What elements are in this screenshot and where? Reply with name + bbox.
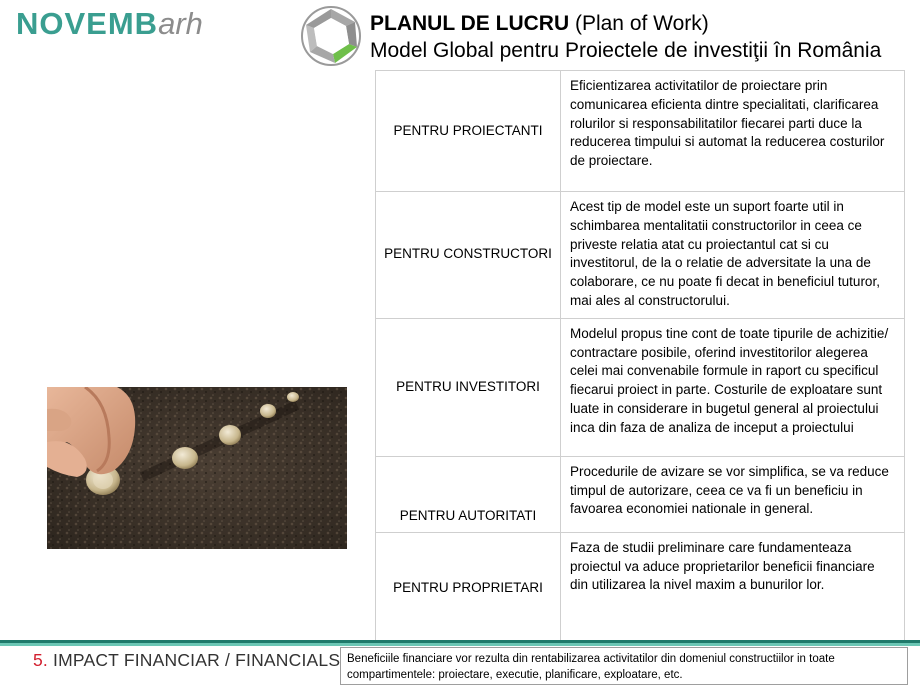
plan-table — [375, 70, 905, 646]
table-row — [376, 456, 905, 532]
description-cell: Eficientizarea activitatilor de proiectare prin comunicarea eficienta dintre specialitati, clarificarea rolurilor si responsabilitatilor fiecarei parti duce la reducerea timpului si automat la reducerea costurilor de proiectare. — [561, 71, 905, 192]
description-cell: Acest tip de model este un suport foarte util in schimbarea mentalitatii constructorilor in ceea ce priveste relatia atat cu proiectantul cat si cu investitorul, de la o relatie de adversitate la una de colaborare, ce nu poate fi decat in beneficiul tuturor, mai ales al constructorului. — [561, 192, 905, 319]
footer-divider-light — [0, 643, 920, 646]
role-cell: PENTRU AUTORITATI — [376, 456, 561, 532]
table-row — [376, 318, 905, 456]
page-title — [370, 10, 881, 64]
description-cell: Modelul propus tine cont de toate tipurile de achizitie/ contractare posibile, oferind investitorilor alegerea celei mai convenabile formule in raport cu specificul fiecarui proiect in parte. Costurile de exploatare sunt luate in considerare in bugetul general al proiectului inca din faza de analiza de inceput a proiectului — [561, 318, 905, 456]
title-bold: PLANUL DE LUCRU — [370, 12, 570, 35]
table-row — [376, 192, 905, 319]
role-cell: PENTRU PROIECTANTI — [376, 71, 561, 192]
section-number: 5. — [33, 650, 48, 670]
page-subtitle: Model Global pentru Proiectele de investiţii în România — [370, 39, 882, 62]
section-title: IMPACT FINANCIAR / FINANCIALS — [48, 650, 341, 670]
brand-logo-main: NOVEMB — [16, 6, 159, 41]
description-cell: Faza de studii preliminare care fundamenteaza proiectul va aduce proprietarilor beneficii financiare din utilizarea la nivel maxim a bunurilor lor. — [561, 532, 905, 645]
brand-logo-accent: arh — [158, 6, 203, 41]
section-label — [33, 650, 340, 671]
hand-planting-coins-photo — [47, 387, 347, 549]
brand-logo — [16, 6, 203, 42]
role-cell: PENTRU CONSTRUCTORI — [376, 192, 561, 319]
aperture-logo-icon — [300, 5, 362, 67]
role-cell: PENTRU INVESTITORI — [376, 318, 561, 456]
role-cell: PENTRU PROPRIETARI — [376, 532, 561, 645]
description-cell: Procedurile de avizare se vor simplifica, se va reduce timpul de autorizare, ceea ce va fi un beneficiu in favoarea economiei nationale in general. — [561, 456, 905, 532]
footer-note: Beneficiile financiare vor rezulta din rentabilizarea activitatilor din domeniul constructiilor in toate compartimentele: proiectare, executie, planificare, exploatare, etc. — [340, 647, 908, 685]
table-row — [376, 71, 905, 192]
table-row — [376, 532, 905, 645]
title-rest: (Plan of Work) — [569, 12, 709, 35]
